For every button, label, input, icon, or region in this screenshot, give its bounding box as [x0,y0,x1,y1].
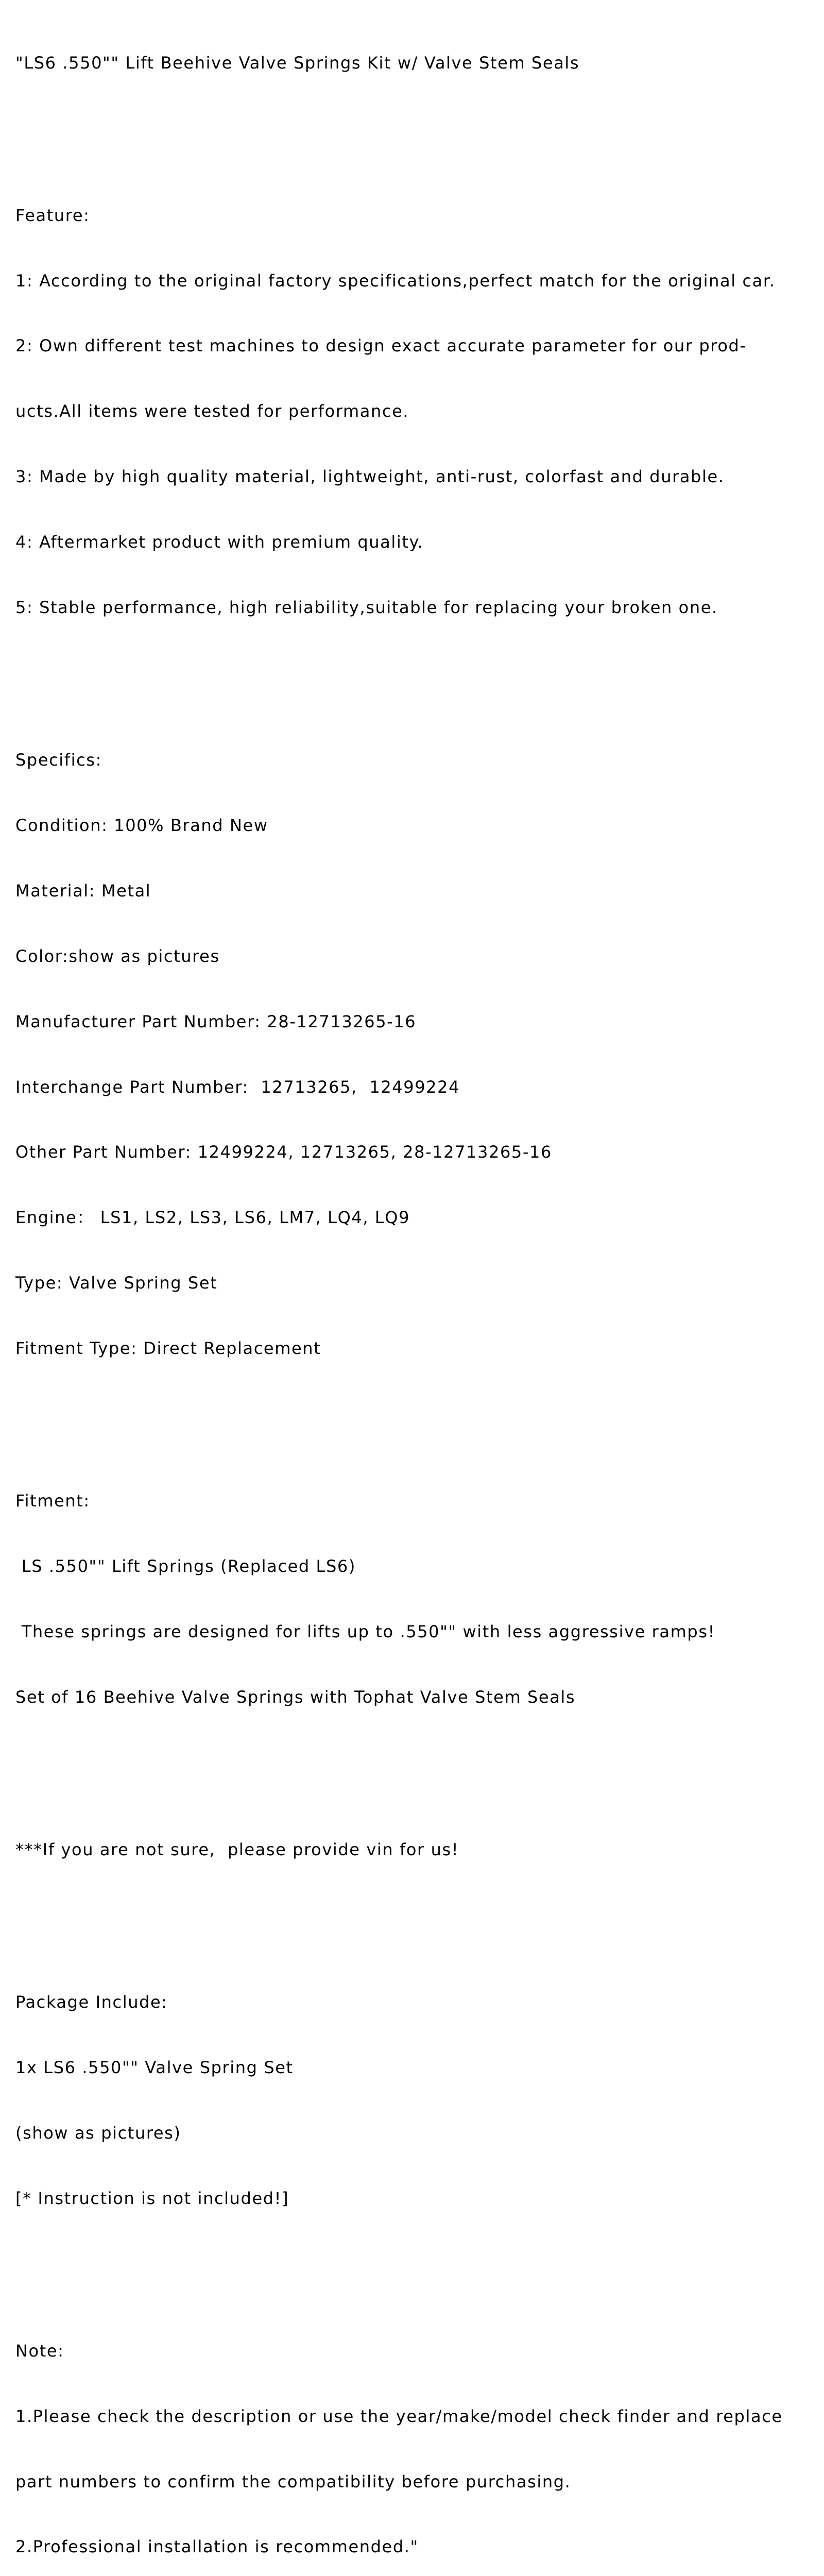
specifics-line: Fitment Type: Direct Replacement [15,1338,321,1359]
specifics-line: Other Part Number: 12499224, 12713265, 28-12713265-16 [15,1142,552,1162]
fitment-line: Set of 16 Beehive Valve Springs with Tophat Valve Stem Seals [15,1687,576,1707]
product-description [15,8,819,2576]
feature-line: 5: Stable performance, high reliability,suitable for replacing your broken one. [15,598,718,618]
spacer [15,662,819,684]
spacer [15,1904,819,1926]
note-line: 2.Professional installation is recommended." [15,2537,419,2557]
feature-line: 1: According to the original factory specifications,perfect match for the original car. [15,270,776,291]
package-heading: Package Include: [15,1992,168,2012]
specifics-line: Material: Metal [15,880,151,901]
package-line: 1x LS6 .550"" Valve Spring Set [15,2057,294,2077]
specifics-line: Condition: 100% Brand New [15,815,268,835]
feature-line: 3: Made by high quality material, lightweight, anti-rust, colorfast and durable. [15,467,725,487]
specifics-line: Interchange Part Number: 12713265, 12499224 [15,1077,460,1097]
spacer [15,1403,819,1425]
note-line: part numbers to confirm the compatibility before purchasing. [15,2471,571,2492]
feature-heading: Feature: [15,205,90,225]
note-line: 1.Please check the description or use the year/make/model check finder and replace [15,2406,783,2426]
specifics-line: Type: Valve Spring Set [15,1273,218,1293]
fitment-heading: Fitment: [15,1491,90,1511]
vin-notice: ***If you are not sure, please provide vin for us! [15,1839,459,1859]
specifics-heading: Specifics: [15,750,102,770]
feature-line: ucts.All items were tested for performance. [15,401,409,421]
spacer [15,1752,819,1773]
package-line: (show as pictures) [15,2123,181,2143]
fitment-line: LS .550"" Lift Springs (Replaced LS6) [15,1556,356,1577]
package-line: [* Instruction is not included!] [15,2188,289,2208]
spacer [15,117,819,139]
feature-line: 2: Own different test machines to design exact accurate parameter for our prod- [15,336,747,356]
document-title: "LS6 .550"" Lift Beehive Valve Springs Kit w/ Valve Stem Seals [15,53,580,73]
fitment-line: These springs are designed for lifts up to .550"" with less aggressive ramps! [15,1621,716,1641]
note-heading: Note: [15,2341,64,2361]
spacer [15,2253,819,2275]
specifics-line: Engine： LS1, LS2, LS3, LS6, LM7, LQ4, LQ9 [15,1208,410,1228]
specifics-line: Manufacturer Part Number: 28-12713265-16 [15,1011,417,1031]
feature-line: 4: Aftermarket product with premium quality. [15,532,424,552]
specifics-line: Color:show as pictures [15,946,220,966]
